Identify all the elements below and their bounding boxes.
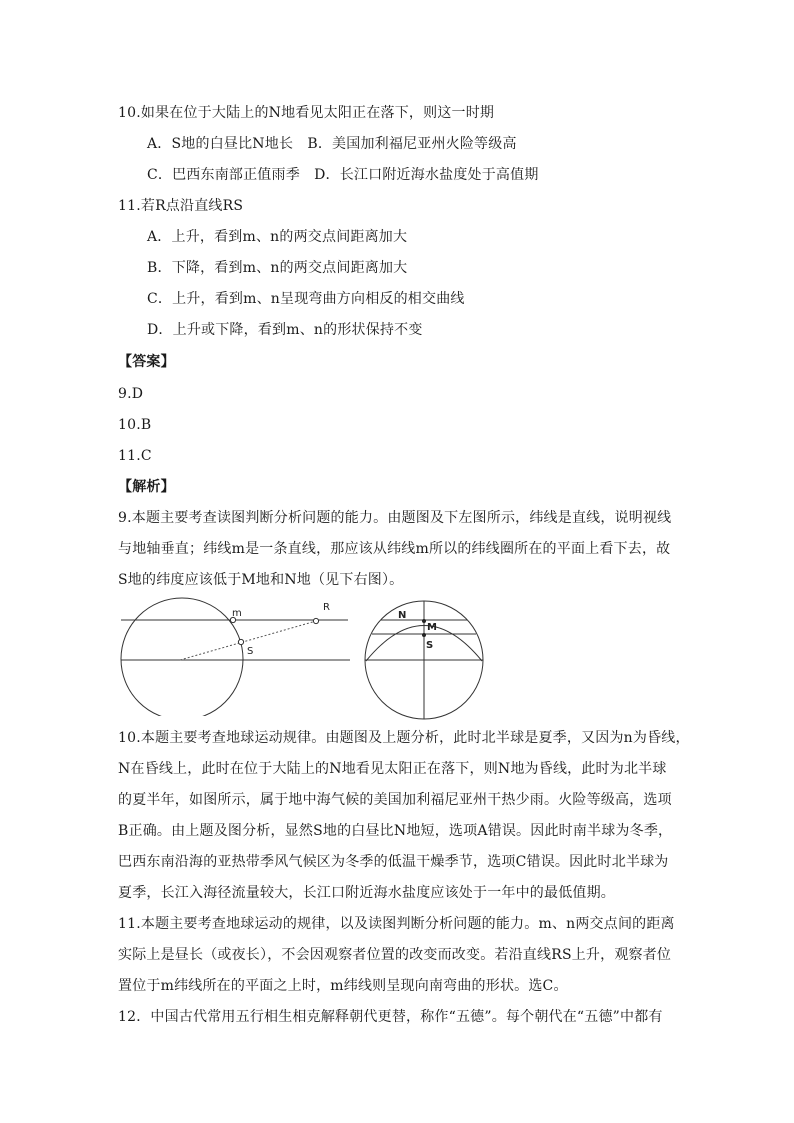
q12-stem: 12．中国古代常用五行相生相克解释朝代更替，称作“五德”。每个朝代在“五德”中都有: [118, 1009, 663, 1025]
analysis-9-line-3: S地的纬度应该低于M地和N地（见下右图）。: [118, 572, 404, 588]
analysis-10-line-4: B正确。由上题及图分析，显然S地的白昼比N地短，选项A错误。因此时南半球为冬季，: [118, 823, 673, 839]
figure-right-globe: [360, 596, 500, 720]
figure-right-svg: [360, 596, 500, 720]
q10-options-cd: C．巴西东南部正值雨季 D．长江口附近海水盐度处于高值期: [147, 167, 539, 183]
analysis-11-line-3: 置位于m纬线所在的平面之上时，m纬线则呈现向南弯曲的形状。选C。: [118, 978, 568, 994]
answer-9: 9.D: [118, 386, 144, 402]
label-s-right: S: [426, 640, 434, 651]
answer-10: 10.B: [118, 417, 152, 433]
point-r: [313, 618, 318, 623]
analysis-10-line-2: N在昏线上，此时在位于大陆上的N地看见太阳正在落下，则N地为昏线，此时为北半球: [118, 761, 667, 777]
point-s: [238, 639, 243, 644]
analysis-10-line-6: 夏季，长江入海径流量较大，长江口附近海水盐度应该处于一年中的最低值期。: [118, 885, 615, 901]
q11-option-a: A．上升，看到m、n的两交点间距离加大: [147, 229, 408, 245]
answer-heading: 【答案】: [118, 354, 175, 370]
q11-option-c: C．上升，看到m、n呈现弯曲方向相反的相交曲线: [147, 291, 465, 307]
figure-left-latitude-view: [112, 596, 362, 716]
label-m-right: M: [427, 622, 437, 633]
label-m: m: [232, 608, 242, 619]
label-s: S: [247, 646, 254, 657]
q10-stem: 10.如果在位于大陆上的N地看见太阳正在落下，则这一时期: [118, 105, 495, 121]
analysis-10-line-5: 巴西东南沿海的亚热带季风气候区为冬季的低温干燥季节，选项C错误。因此时北半球为: [118, 854, 669, 870]
analysis-10-line-1: 10.本题主要考查地球运动规律。由题图及上题分析，此时北半球是夏季，又因为n为昏线，: [118, 730, 690, 746]
q11-option-d: D．上升或下降，看到m、n的形状保持不变: [147, 322, 423, 338]
label-r: R: [323, 602, 330, 613]
analysis-9-line-1: 9.本题主要考查读图判断分析问题的能力。由题图及下左图所示，纬线是直线，说明视线: [118, 510, 672, 526]
analysis-11-line-2: 实际上是昼长（或夜长），不会因观察者位置的改变而改变。若沿直线RS上升，观察者位: [118, 947, 672, 963]
analysis-11-line-1: 11.本题主要考查地球运动的规律，以及读图判断分析问题的能力。m、n两交点间的距离: [118, 916, 675, 932]
analysis-9-line-2: 与地轴垂直；纬线m是一条直线，那应该从纬线m所以的纬线圈所在的平面上看下去，故: [118, 541, 671, 557]
q11-stem: 11.若R点沿直线RS: [118, 198, 244, 214]
q11-option-b: B．下降，看到m、n的两交点间距离加大: [147, 260, 408, 276]
point-s-dot: [422, 633, 426, 637]
q10-options-ab: A．S地的白昼比N地长 B．美国加利福尼亚州火险等级高: [147, 136, 517, 152]
analysis-10-line-3: 的夏半年，如图所示，属于地中海气候的美国加利福尼亚州干热少雨。火险等级高，选项: [118, 792, 672, 808]
figure-left-svg: [112, 596, 362, 716]
analysis-heading: 【解析】: [118, 479, 175, 495]
label-n: N: [398, 610, 407, 621]
answer-11: 11.C: [118, 448, 152, 464]
point-m-dot: [422, 619, 426, 623]
